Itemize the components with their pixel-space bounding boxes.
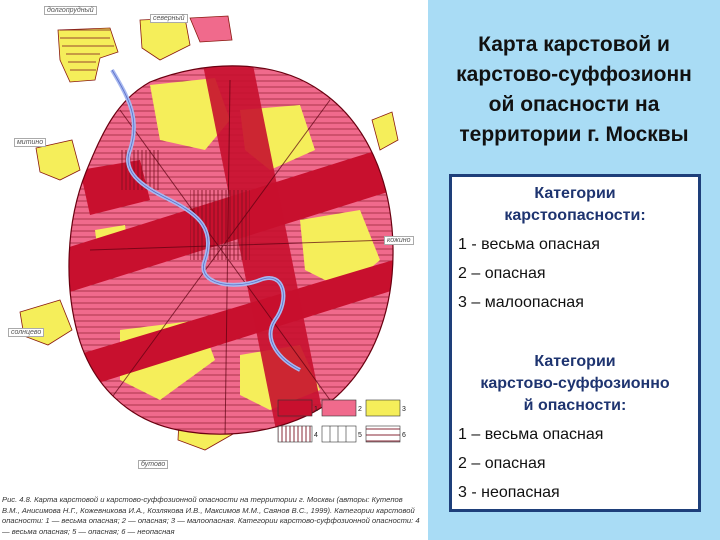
- suffosion-category-3: 3 - неопасная: [458, 484, 560, 501]
- legend-symbol-label-1: 1: [314, 406, 318, 413]
- legend-symbol-label-4: 4: [314, 432, 318, 439]
- legend-symbol-6: [366, 426, 400, 442]
- suffosion-categories-heading: Категории карстово-суффозионно й опасности:: [480, 353, 670, 414]
- legend-symbol-5: [322, 426, 356, 442]
- slide-title: Карта карстовой и карстово-суффозионн ой опасности на территории г. Москвы: [456, 33, 692, 146]
- city-territory: [60, 50, 410, 450]
- legend-symbol-label-3: 3: [402, 406, 406, 413]
- legend-symbol-2: [322, 400, 356, 416]
- suffosion-category-1: 1 – весьма опасная: [458, 426, 604, 443]
- place-label-solntsevo: солнцево: [8, 328, 44, 337]
- place-label-dolgoprudny: долгопрудный: [44, 6, 97, 15]
- legend-box: [449, 174, 701, 512]
- karst-category-3: 3 – малоопасная: [458, 294, 584, 311]
- karst-category-1: 1 - весьма опасная: [458, 236, 600, 253]
- legend-symbol-label-6: 6: [402, 432, 406, 439]
- legend-symbol-1: [278, 400, 312, 416]
- map-caption: Рис. 4.8. Карта карстовой и карстово-суффозионной опасности на территории г. Москвы (авторы: Кутепов В.М., Анисимова Н.Г., Кожевникова И.А., Козлякова И.В., Максимов М.М., Саянов В.С., 1999). Категории карстовой опасности: 1 — весьма опасная; 2 — опасная; 3 — малоопасная. Категории карстово-суффозионной опасности: 4 — весьма опасная; 5 — опасная; 6 — неопасная: [2, 495, 420, 536]
- place-label-butovo: бутово: [138, 460, 168, 469]
- place-label-mitino: митино: [14, 138, 46, 147]
- karst-categories-heading: Категории карстоопасности:: [504, 185, 646, 224]
- karst-category-2: 2 – опасная: [458, 265, 546, 282]
- place-label-kozhino: кожино: [384, 236, 414, 245]
- legend-symbol-3: [366, 400, 400, 416]
- legend-symbol-label-2: 2: [358, 406, 362, 413]
- legend-symbol-label-5: 5: [358, 432, 362, 439]
- place-label-severny: северный: [150, 14, 188, 23]
- map-legend: [278, 400, 406, 442]
- suffosion-category-2: 2 – опасная: [458, 455, 546, 472]
- legend-symbol-4: [278, 426, 312, 442]
